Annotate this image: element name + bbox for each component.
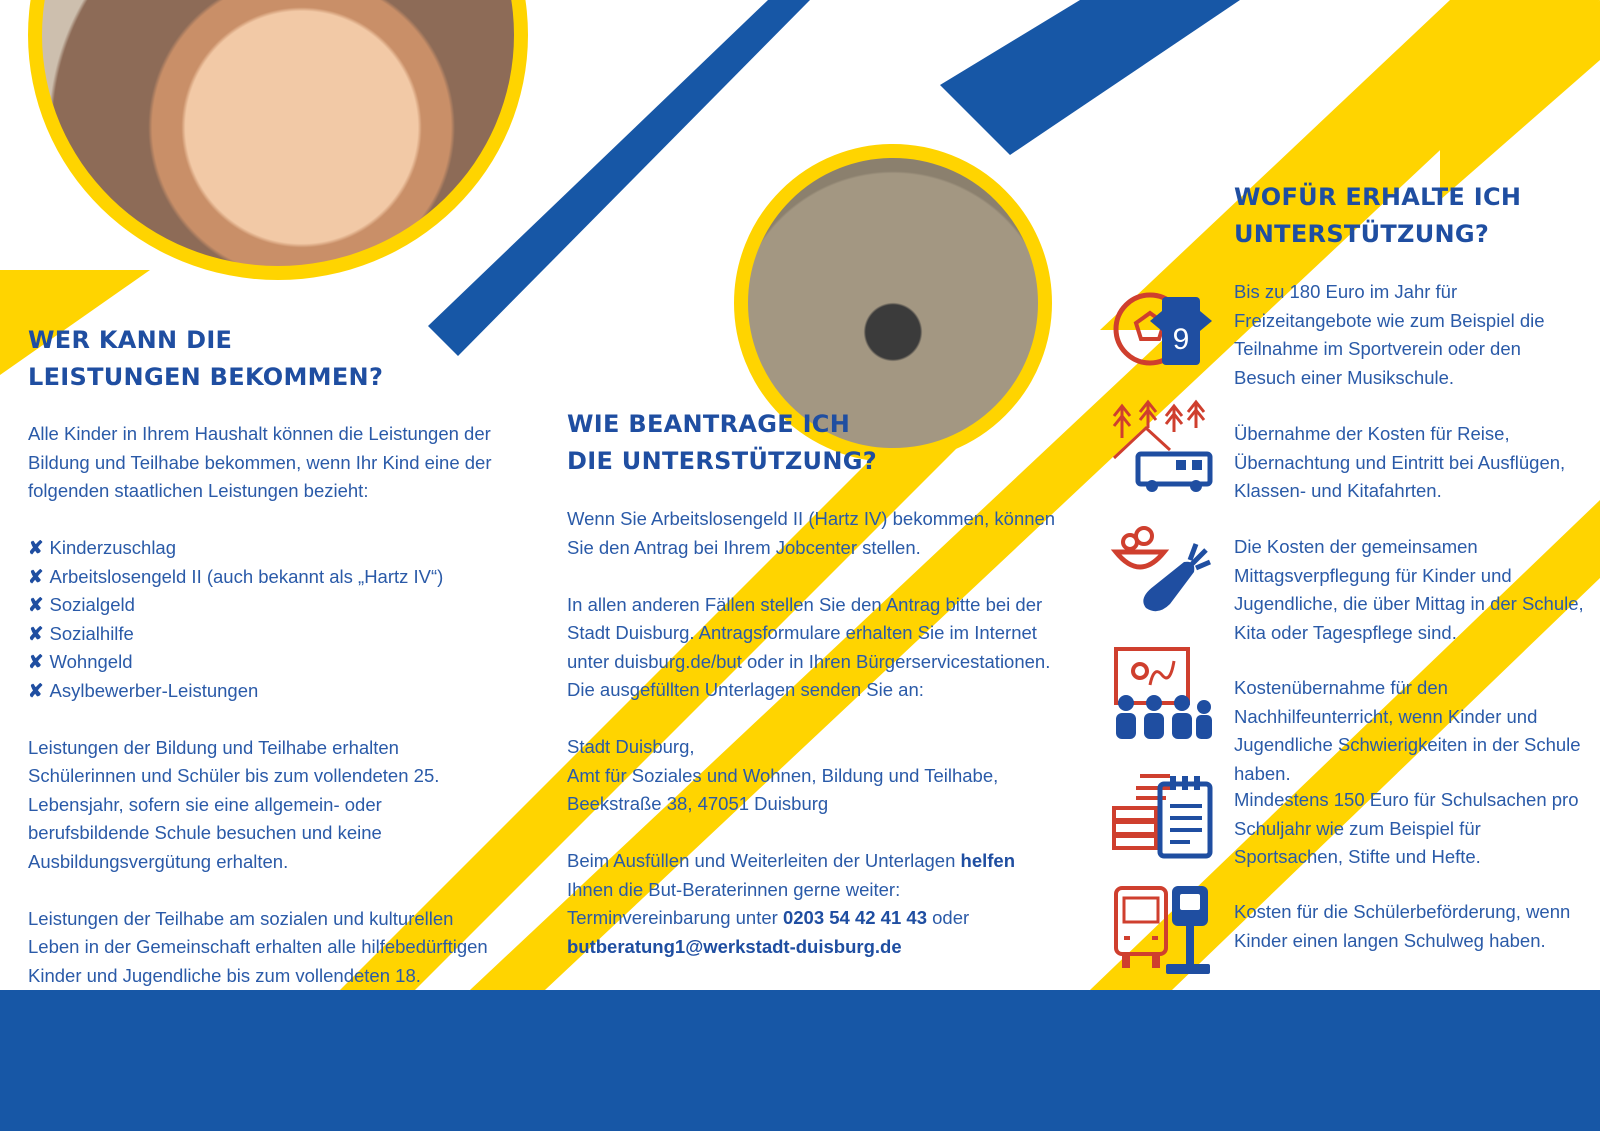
cross-icon: ✘	[28, 679, 44, 701]
list-item: ✘ Wohngeld	[28, 651, 133, 672]
cross-icon: ✘	[28, 537, 44, 558]
right-heading	[1234, 179, 1521, 253]
address-block	[567, 733, 1057, 819]
cross-icon: ✘	[28, 651, 44, 672]
benefit-list	[28, 534, 508, 705]
list-item: Mindestens 150 Euro für Schulsachen pro Schuljahr wie zum Beispiel für Sportsachen, Stifte und Hefte.	[1234, 789, 1579, 867]
heading-line: LEISTUNGEN BEKOMMEN?	[28, 363, 384, 391]
list-item: Kosten für die Schülerbeförderung, wenn Kinder einen langen Schulweg haben.	[1234, 901, 1571, 951]
heading-line: UNTERSTÜTZUNG?	[1234, 220, 1490, 248]
left-heading	[28, 322, 383, 396]
list-item: ✘ Asylbewerber-Leistungen	[28, 679, 259, 701]
address-line: Beekstraße 38, 47051 Duisburg	[567, 793, 829, 814]
age-paragraph: Leistungen der Bildung und Teilhabe erhalten Schülerinnen und Schüler bis zum vollendeten 25. Lebensjahr, sofern sie eine allgemein- oder berufsbildende Schule besuchen und keine Ausbildungsvergütung erhalten.	[28, 736, 440, 872]
phone-number: 0203 54 42 41 43	[782, 907, 927, 928]
left-column-text	[28, 420, 508, 1047]
food-icon	[1110, 522, 1214, 618]
heading-line: WOFÜR ERHALTE ICH	[1234, 183, 1522, 211]
school-supplies-icon	[1110, 770, 1214, 866]
cross-icon: ✘	[28, 622, 44, 644]
application-paragraph: In allen anderen Fällen stellen Sie den Antrag bitte bei der Stadt Duisburg. Antragsformulare erhalten Sie im Internet unter duisburg.de/but oder in Ihren Bürgerservicestationen. Die ausgefüllten Unterlagen senden Sie an:	[567, 593, 1051, 700]
list-item: Kostenübernahme für den Nachhilfeunterricht, wenn Kinder und Jugendliche Schwierigkeiten in der Schule haben.	[1234, 677, 1581, 784]
list-item: ✘ Sozialhilfe	[28, 622, 134, 644]
list-item: ✘ Kinderzuschlag	[28, 537, 177, 558]
list-item: Bis zu 180 Euro im Jahr für Freizeitangebote wie zum Beispiel die Teilnahme im Sportverein oder den Besuch einer Musikschule.	[1234, 281, 1545, 388]
help-emphasis: helfen	[960, 850, 1016, 871]
list-item: ✘ Sozialgeld	[28, 594, 135, 615]
jobcenter-paragraph: Wenn Sie Arbeitslosengeld II (Hartz IV) bekommen, können Sie den Antrag bei Ihrem Jobcenter stellen.	[567, 508, 1056, 558]
list-item: Übernahme der Kosten für Reise, Übernachtung und Eintritt bei Ausflügen, Klassen- und Kitafahrten.	[1234, 423, 1566, 501]
list-item: Die Kosten der gemeinsamen Mittagsverpflegung für Kinder und Jugendliche, die über Mittag in der Schule, Kita oder Tagespflege sind.	[1234, 536, 1584, 643]
heading-line: WER KANN DIE	[28, 326, 233, 354]
middle-heading	[567, 406, 877, 480]
address-line: Amt für Soziales und Wohnen, Bildung und Teilhabe,	[567, 764, 999, 786]
list-item: ✘ Arbeitslosengeld II (auch bekannt als „Hartz IV“)	[28, 565, 444, 587]
trip-icon	[1110, 398, 1214, 494]
jersey-number: 9	[1172, 323, 1190, 356]
help-paragraph: Beim Ausfüllen und Weiterleiten der Unterlagen helfen Ihnen die But-Beraterinnen gerne weiter: Terminvereinbarung unter 0203 54 42 41 43 oder butberatung1@werkstadt-duisburg.de	[567, 850, 1016, 957]
cross-icon: ✘	[28, 594, 44, 615]
blue-stripe	[940, 0, 1240, 155]
email-address: butberatung1@werkstadt-duisburg.de	[567, 935, 902, 957]
bus-icon	[1110, 882, 1214, 978]
footer-band	[0, 990, 1600, 1131]
heading-line: DIE UNTERSTÜTZUNG?	[567, 447, 877, 475]
middle-column-text	[567, 505, 1057, 990]
participation-paragraph: Leistungen der Teilhabe am sozialen und kulturellen Leben in der Gemeinschaft erhalten alle hilfebedürftigen Kinder und Jugendliche bis zum vollendeten 18.	[28, 907, 488, 986]
sports-icon	[1110, 285, 1214, 381]
tutoring-icon	[1110, 645, 1214, 741]
cross-icon: ✘	[28, 565, 44, 587]
heading-line: WIE BEANTRAGE ICH	[567, 410, 851, 438]
address-line: Stadt Duisburg,	[567, 736, 695, 757]
intro-paragraph: Alle Kinder in Ihrem Haushalt können die Leistungen der Bildung und Teilhabe bekommen, wenn Ihr Kind eine der folgenden staatlichen Leistungen bezieht:	[28, 423, 492, 501]
